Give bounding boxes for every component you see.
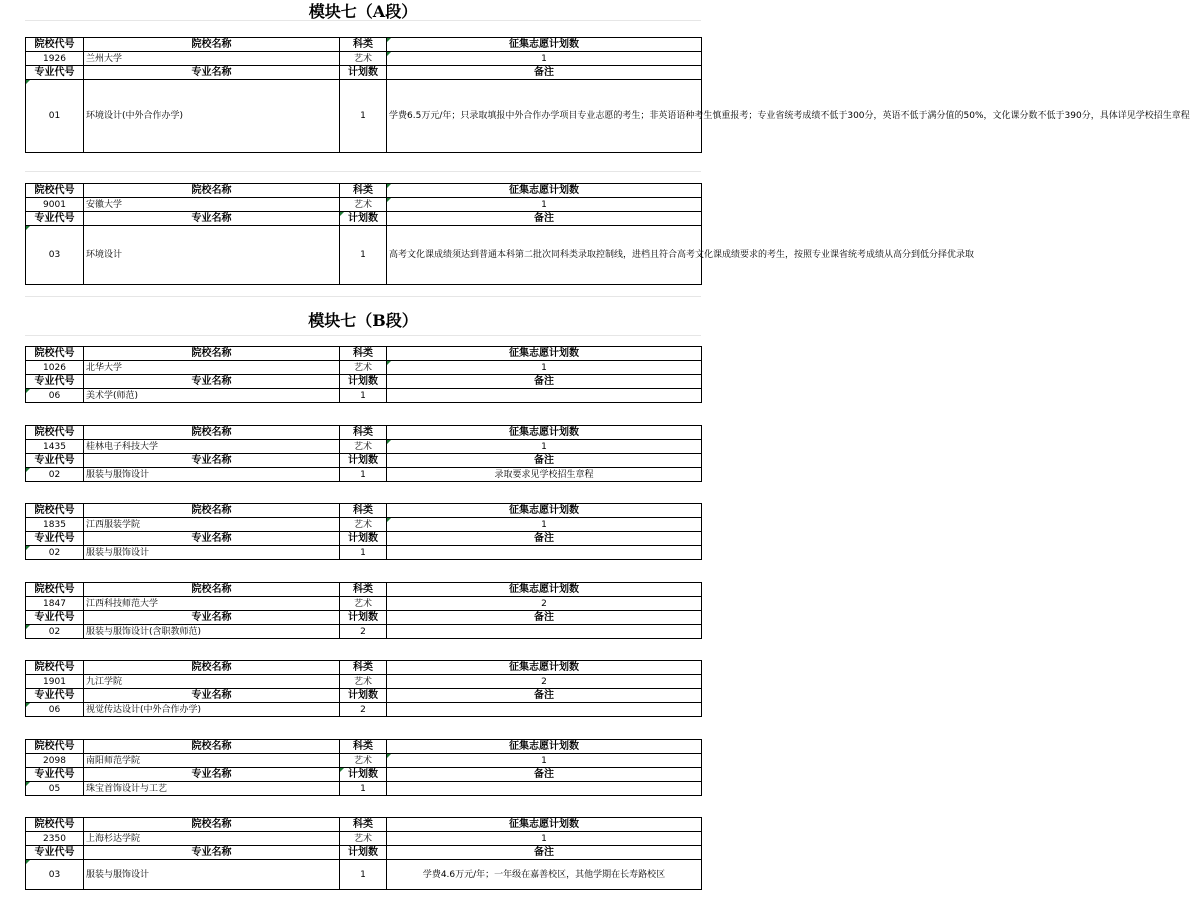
school-code: 1926	[26, 52, 84, 66]
header-note: 备注	[387, 689, 702, 703]
header-major-name: 专业名称	[84, 611, 340, 625]
school-block	[25, 660, 702, 717]
school-row	[26, 52, 702, 66]
category: 艺术	[340, 518, 387, 532]
major-plan: 2	[340, 625, 387, 639]
header-note: 备注	[387, 611, 702, 625]
school-block	[25, 503, 702, 560]
major-plan: 2	[340, 703, 387, 717]
school-name: 江西服装学院	[84, 518, 340, 532]
header-major-plan: 计划数	[340, 454, 387, 468]
header-school-code: 院校代号	[26, 583, 84, 597]
header-major-name: 专业名称	[84, 212, 340, 226]
category: 艺术	[340, 361, 387, 375]
header-major-plan: 计划数	[340, 611, 387, 625]
header-major-plan: 计划数	[340, 66, 387, 80]
school-code: 2098	[26, 754, 84, 768]
header-major-code: 专业代号	[26, 375, 84, 389]
header-school-plan: 征集志愿计划数	[387, 38, 702, 52]
school-row	[26, 198, 702, 212]
major-name: 环境设计	[84, 226, 340, 285]
major-code: 02	[26, 546, 84, 560]
major-name: 珠宝首饰设计与工艺	[84, 782, 340, 796]
header-major-name: 专业名称	[84, 846, 340, 860]
header-school-plan: 征集志愿计划数	[387, 504, 702, 518]
major-code: 01	[26, 80, 84, 153]
major-note	[387, 782, 702, 796]
header-major-name: 专业名称	[84, 454, 340, 468]
header-major-code: 专业代号	[26, 768, 84, 782]
major-plan: 1	[340, 226, 387, 285]
header-major-plan: 计划数	[340, 532, 387, 546]
major-note	[387, 389, 702, 403]
category: 艺术	[340, 832, 387, 846]
major-name: 美术学(师范)	[84, 389, 340, 403]
major-name: 视觉传达设计(中外合作办学)	[84, 703, 340, 717]
major-code: 05	[26, 782, 84, 796]
header-school-plan: 征集志愿计划数	[387, 583, 702, 597]
header-school-code: 院校代号	[26, 347, 84, 361]
major-header-row	[26, 212, 702, 226]
gridline	[25, 171, 701, 172]
header-major-code: 专业代号	[26, 689, 84, 703]
category: 艺术	[340, 597, 387, 611]
major-row	[26, 80, 702, 153]
header-school-code: 院校代号	[26, 426, 84, 440]
school-code: 2350	[26, 832, 84, 846]
header-school-plan: 征集志愿计划数	[387, 740, 702, 754]
school-code: 1026	[26, 361, 84, 375]
header-note: 备注	[387, 66, 702, 80]
major-code: 02	[26, 625, 84, 639]
major-name: 服装与服饰设计	[84, 468, 340, 482]
category: 艺术	[340, 754, 387, 768]
school-block	[25, 739, 702, 796]
header-major-code: 专业代号	[26, 66, 84, 80]
header-major-code: 专业代号	[26, 611, 84, 625]
header-category: 科类	[340, 184, 387, 198]
header-school-name: 院校名称	[84, 184, 340, 198]
major-code: 03	[26, 860, 84, 890]
header-note: 备注	[387, 846, 702, 860]
header-school-code: 院校代号	[26, 818, 84, 832]
header-major-name: 专业名称	[84, 532, 340, 546]
header-major-name: 专业名称	[84, 689, 340, 703]
school-block	[25, 183, 975, 285]
major-code: 03	[26, 226, 84, 285]
major-plan: 1	[340, 860, 387, 890]
school-code: 9001	[26, 198, 84, 212]
major-note: 高考文化课成绩须达到普通本科第二批次同科类录取控制线，进档且符合高考文化课成绩要求的考生，按照专业课省统考成绩从高分到低分择优录取	[387, 226, 702, 285]
header-school-plan: 征集志愿计划数	[387, 347, 702, 361]
header-school-plan: 征集志愿计划数	[387, 426, 702, 440]
major-plan: 1	[340, 389, 387, 403]
school-block	[25, 425, 702, 482]
school-block	[25, 817, 702, 890]
header-major-name: 专业名称	[84, 66, 340, 80]
school-code: 1435	[26, 440, 84, 454]
header-major-code: 专业代号	[26, 846, 84, 860]
header-school-name: 院校名称	[84, 38, 340, 52]
school-block	[25, 582, 702, 639]
header-school-code: 院校代号	[26, 740, 84, 754]
school-block	[25, 37, 1190, 153]
category: 艺术	[340, 675, 387, 689]
header-school-name: 院校名称	[84, 504, 340, 518]
header-school-name: 院校名称	[84, 818, 340, 832]
header-note: 备注	[387, 454, 702, 468]
header-major-plan: 计划数	[340, 689, 387, 703]
header-major-code: 专业代号	[26, 532, 84, 546]
header-school-plan: 征集志愿计划数	[387, 818, 702, 832]
major-note	[387, 625, 702, 639]
header-major-plan: 计划数	[340, 375, 387, 389]
school-name: 上海杉达学院	[84, 832, 340, 846]
major-name: 环境设计(中外合作办学)	[84, 80, 340, 153]
category: 艺术	[340, 440, 387, 454]
major-plan: 1	[340, 782, 387, 796]
major-plan: 1	[340, 546, 387, 560]
header-category: 科类	[340, 426, 387, 440]
school-plan: 2	[387, 597, 702, 611]
header-major-plan: 计划数	[340, 846, 387, 860]
school-block	[25, 346, 702, 403]
header-category: 科类	[340, 583, 387, 597]
header-school-plan: 征集志愿计划数	[387, 661, 702, 675]
header-note: 备注	[387, 375, 702, 389]
major-plan: 1	[340, 80, 387, 153]
major-note: 学费4.6万元/年；一年级在嘉善校区，其他学期在长寿路校区	[387, 860, 702, 890]
major-code: 06	[26, 703, 84, 717]
header-school-code: 院校代号	[26, 504, 84, 518]
school-code: 1901	[26, 675, 84, 689]
school-plan: 1	[387, 754, 702, 768]
section-title-b: 模块七（B段）	[308, 311, 418, 330]
header-category: 科类	[340, 504, 387, 518]
major-name: 服装与服饰设计	[84, 860, 340, 890]
major-note: 录取要求见学校招生章程	[387, 468, 702, 482]
school-code: 1847	[26, 597, 84, 611]
major-note	[387, 703, 702, 717]
header-category: 科类	[340, 661, 387, 675]
school-plan: 1	[387, 518, 702, 532]
header-category: 科类	[340, 347, 387, 361]
header-school-name: 院校名称	[84, 347, 340, 361]
school-name: 南阳师范学院	[84, 754, 340, 768]
school-name: 安徽大学	[84, 198, 340, 212]
header-category: 科类	[340, 740, 387, 754]
header-note: 备注	[387, 532, 702, 546]
school-code: 1835	[26, 518, 84, 532]
gridline	[25, 335, 701, 336]
school-plan: 1	[387, 52, 702, 66]
header-school-name: 院校名称	[84, 583, 340, 597]
header-school-code: 院校代号	[26, 661, 84, 675]
major-note	[387, 546, 702, 560]
major-plan: 1	[340, 468, 387, 482]
header-school-code: 院校代号	[26, 184, 84, 198]
major-header-row	[26, 66, 702, 80]
major-note: 学费6.5万元/年；只录取填报中外合作办学项目专业志愿的考生；非英语语种考生慎重报考；专业省统考成绩不低于300分，英语不低于满分值的50%，文化课分数不低于390分，具体详见学校招生章程	[387, 80, 702, 153]
school-name: 兰州大学	[84, 52, 340, 66]
school-name: 北华大学	[84, 361, 340, 375]
school-plan: 1	[387, 361, 702, 375]
header-school-name: 院校名称	[84, 740, 340, 754]
header-major-plan: 计划数	[340, 768, 387, 782]
school-plan: 1	[387, 198, 702, 212]
header-note: 备注	[387, 768, 702, 782]
header-major-code: 专业代号	[26, 212, 84, 226]
header-school-plan: 征集志愿计划数	[387, 184, 702, 198]
school-header-row	[26, 184, 702, 198]
school-name: 江西科技师范大学	[84, 597, 340, 611]
section-title-a: 模块七（A段）	[308, 2, 418, 21]
major-name: 服装与服饰设计(含职教师范)	[84, 625, 340, 639]
gridline	[25, 296, 701, 297]
header-major-name: 专业名称	[84, 768, 340, 782]
major-row	[26, 226, 702, 285]
major-code: 06	[26, 389, 84, 403]
category: 艺术	[340, 52, 387, 66]
category: 艺术	[340, 198, 387, 212]
header-school-name: 院校名称	[84, 426, 340, 440]
school-plan: 1	[387, 440, 702, 454]
school-name: 九江学院	[84, 675, 340, 689]
header-category: 科类	[340, 38, 387, 52]
header-school-name: 院校名称	[84, 661, 340, 675]
header-major-name: 专业名称	[84, 375, 340, 389]
school-plan: 1	[387, 832, 702, 846]
header-major-code: 专业代号	[26, 454, 84, 468]
header-school-code: 院校代号	[26, 38, 84, 52]
header-note: 备注	[387, 212, 702, 226]
header-major-plan: 计划数	[340, 212, 387, 226]
header-category: 科类	[340, 818, 387, 832]
school-plan: 2	[387, 675, 702, 689]
school-name: 桂林电子科技大学	[84, 440, 340, 454]
major-code: 02	[26, 468, 84, 482]
major-name: 服装与服饰设计	[84, 546, 340, 560]
school-header-row	[26, 38, 702, 52]
